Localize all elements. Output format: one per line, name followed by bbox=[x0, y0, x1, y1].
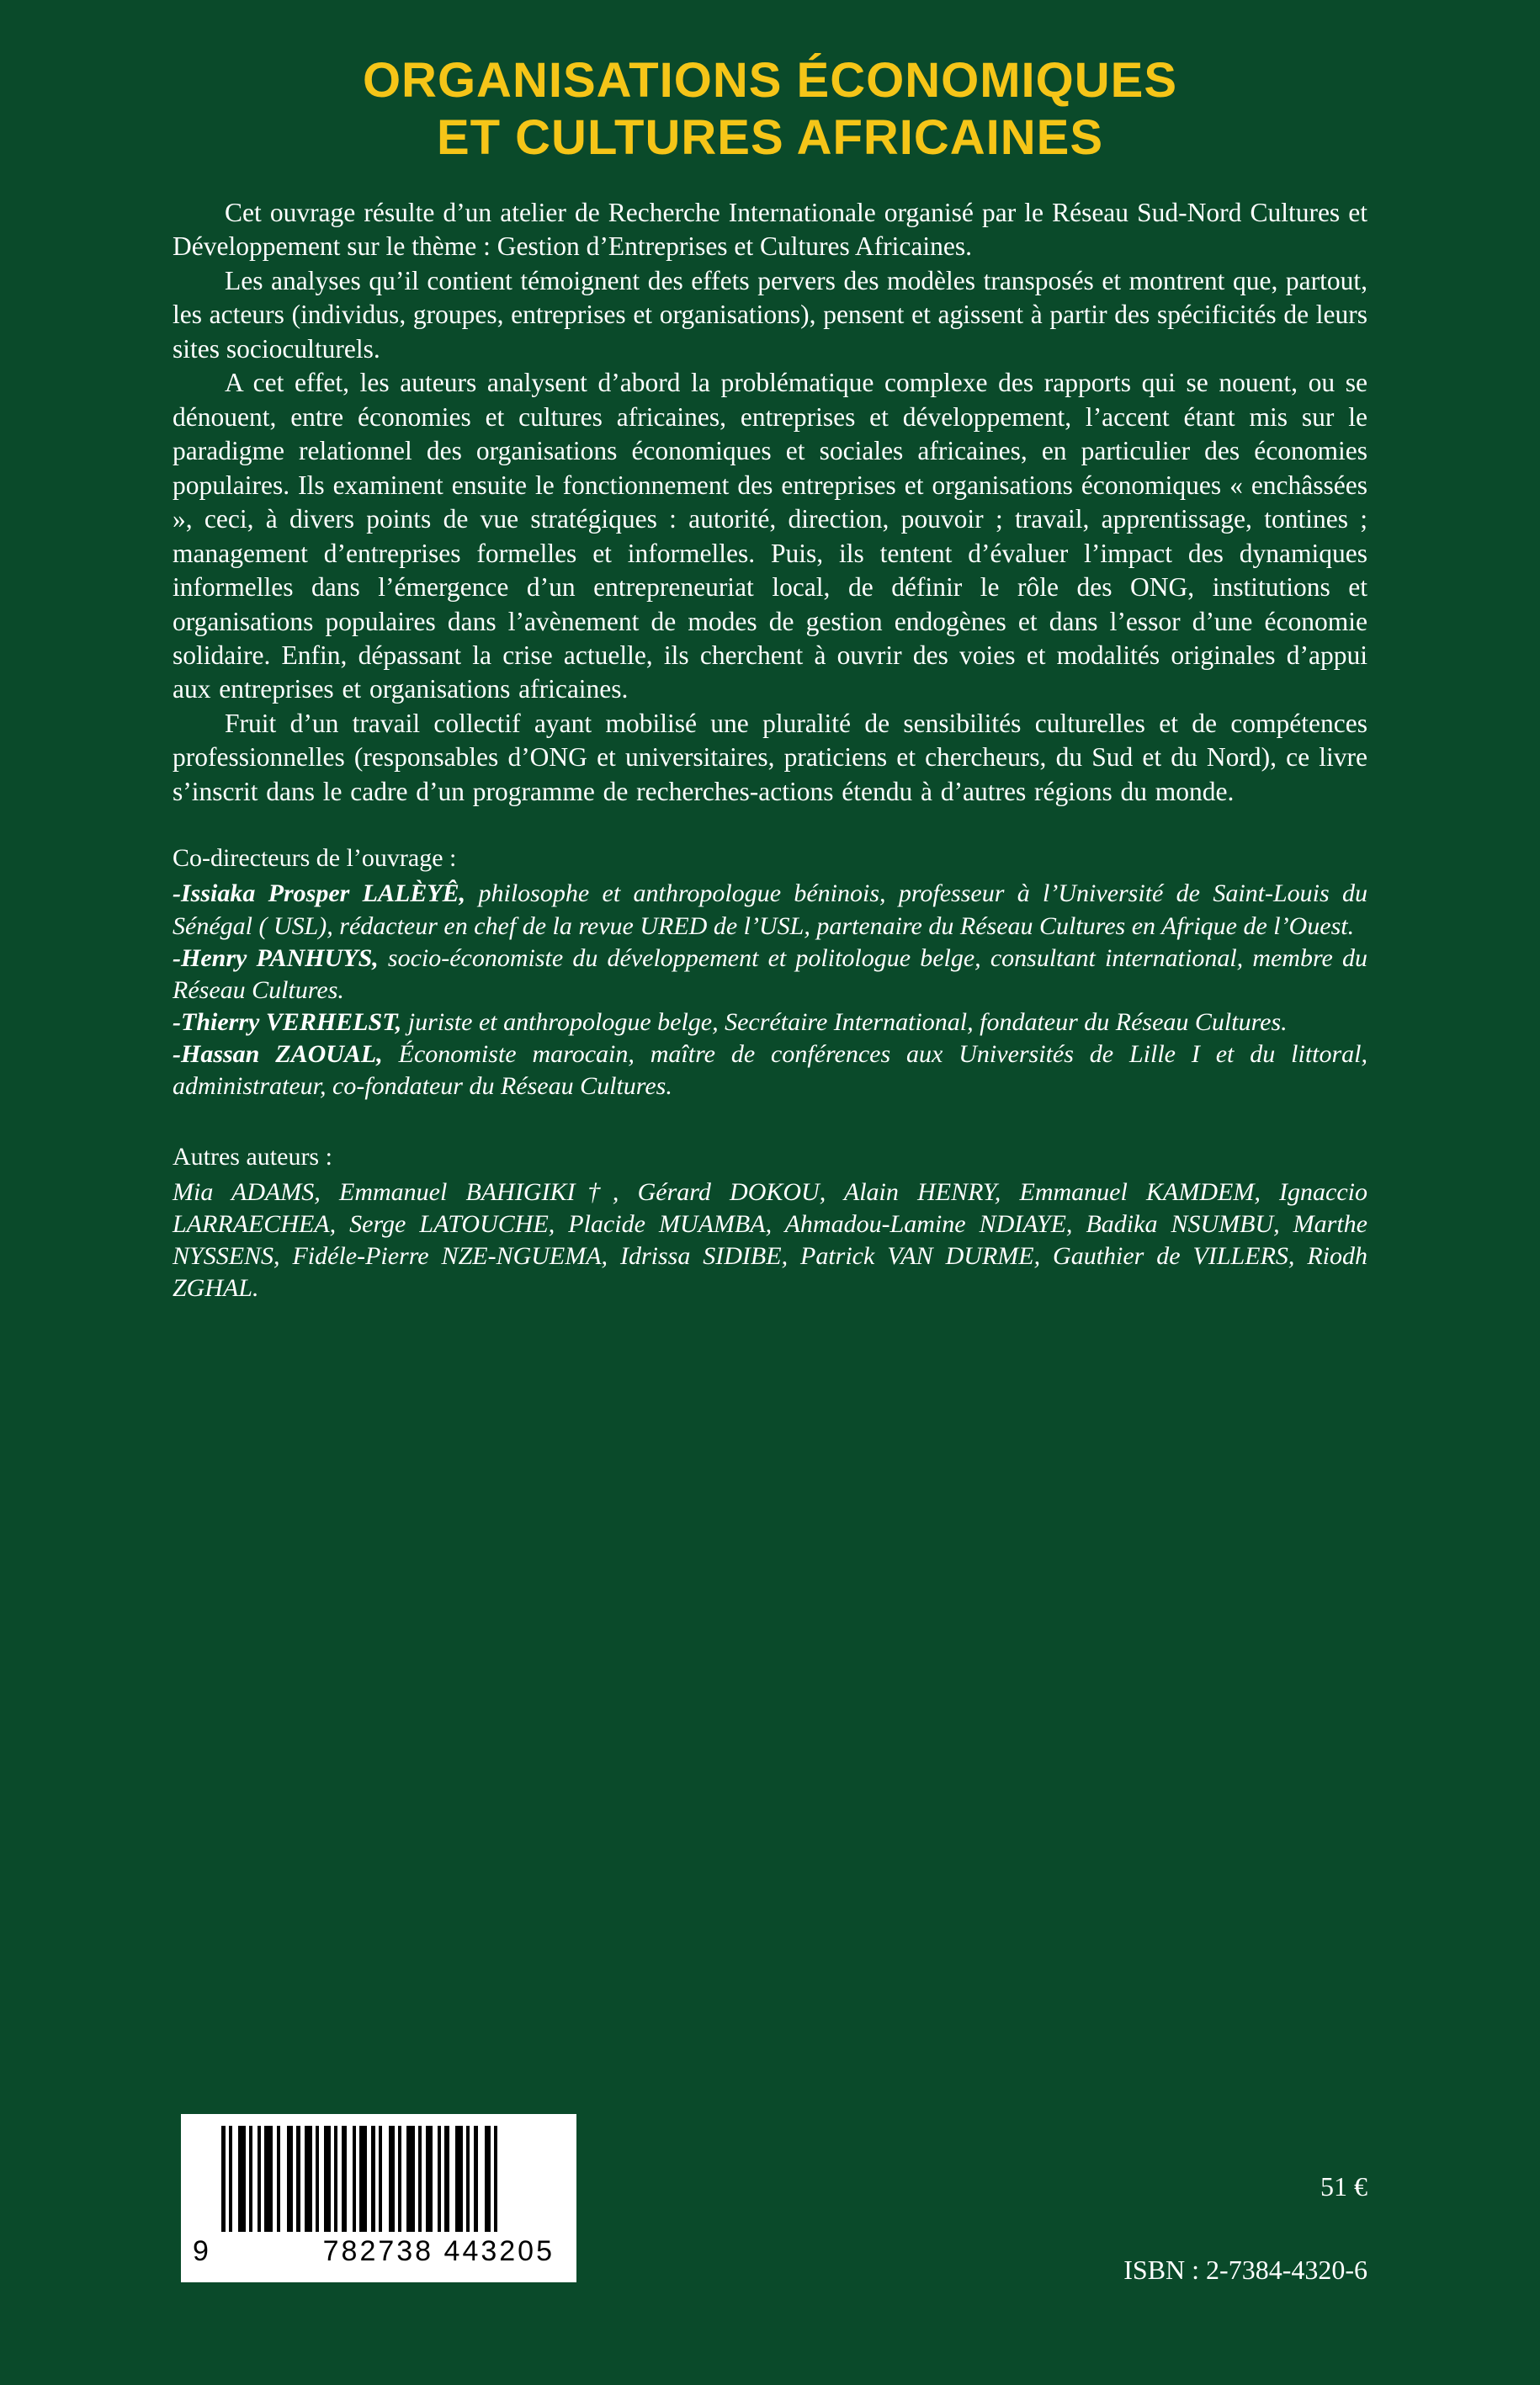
footer bbox=[173, 2114, 1367, 2291]
editor-name-4: -Hassan ZAOUAL, bbox=[173, 1039, 383, 1068]
blurb-text bbox=[173, 196, 1367, 809]
editor-name-2: -Henry PANHUYS, bbox=[173, 943, 379, 972]
title-line-1: ORGANISATIONS ÉCONOMIQUES bbox=[362, 53, 1178, 108]
barcode-digits bbox=[193, 2235, 555, 2268]
editor-name-3: -Thierry VERHELST, bbox=[173, 1007, 402, 1036]
other-authors-heading: Autres auteurs : bbox=[173, 1143, 332, 1171]
blurb-paragraph-4: Fruit d’un travail collectif ayant mobilisé une pluralité de sensibilités culturelles et de compétences professionnelles (responsables d’ONG et universitaires, praticiens et chercheurs, du Sud et du Nord), ce livre s’inscrit dans le cadre d’un programme de recherches-actions étendu à d’autres régions du monde. bbox=[173, 708, 1367, 806]
blurb-paragraph-2: Les analyses qu’il contient témoignent des effets pervers des modèles transposés et montrent que, partout, les acteurs (individus, groupes, entreprises et organisations), pensent et agissent à partir des spécificités de leurs sites socioculturels. bbox=[173, 265, 1367, 364]
other-authors-section bbox=[173, 1141, 1367, 1304]
editor-entry-3 bbox=[173, 1007, 1367, 1038]
title-line-2: ET CULTURES AFRICAINES bbox=[436, 110, 1104, 166]
other-authors-names: Mia ADAMS, Emmanuel BAHIGIKI†, Gérard DOKOU, Alain HENRY, Emmanuel KAMDEM, Ignaccio LARRAECHEA, Serge LATOUCHE, Placide MUAMBA, Ahmadou-Lamine NDIAYE, Badika NSUMBU, Marthe NYSSENS, Fidéle-Pierre NZE-NGUEMA, Idrissa SIDIBE, Patrick VAN DURME, Gauthier de VILLERS, Riodh ZGHAL. bbox=[173, 1178, 1367, 1303]
editor-description-1: philosophe et anthropologue béninois, professeur à l’Université de Saint-Louis du Sénégal ( USL), rédacteur en chef de la revue URED de l’USL, partenaire du Réseau Cultures en Afrique de l’Ouest. bbox=[173, 879, 1367, 940]
price: 51 € bbox=[1320, 2171, 1367, 2202]
editor-entry-4 bbox=[173, 1038, 1367, 1102]
barcode-digit-main: 782738 443205 bbox=[322, 2235, 555, 2267]
page-title bbox=[173, 0, 1367, 167]
barcode-bars bbox=[221, 2126, 555, 2232]
editor-name-1: -Issiaka Prosper LALÈYÊ, bbox=[173, 879, 466, 908]
editors-heading: Co-directeurs de l’ouvrage : bbox=[173, 844, 457, 873]
editor-entry-2 bbox=[173, 943, 1367, 1007]
editor-description-2: socio-économiste du développement et politologue belge, consultant international, membre du Réseau Cultures. bbox=[173, 943, 1367, 1004]
barcode-digit-prefix: 9 bbox=[193, 2235, 211, 2267]
editors-section bbox=[173, 842, 1367, 1102]
barcode bbox=[181, 2114, 576, 2282]
editor-description-3: juriste et anthropologue belge, Secrétaire International, fondateur du Réseau Cultures. bbox=[401, 1007, 1288, 1036]
isbn: ISBN : 2-7384-4320-6 bbox=[1123, 2255, 1367, 2285]
blurb-paragraph-3: A cet effet, les auteurs analysent d’abord la problématique complexe des rapports qui se nouent, ou se dénouent, entre économies et cultures africaines, entreprises et développement, l’accent étant mis sur le paradigme relationnel des organisations économiques et sociales africaines, en particulier des économies populaires. Ils examinent ensuite le fonctionnement des entreprises et organisations économiques « enchâssées », ceci, à divers points de vue stratégiques : autorité, direction, pouvoir ; travail, apprentissage, tontines ; management d’entreprises formelles et informelles. Puis, ils tentent d’évaluer l’impact des dynamiques informelles dans l’émergence d’un entrepreneuriat local, de définir le rôle des ONG, institutions et organisations populaires dans l’avènement de modes de gestion endogènes et dans l’essor d’une économie solidaire. Enfin, dépassant la crise actuelle, ils cherchent à ouvrir des voies et modalités originales d’appui aux entreprises et organisations africaines. bbox=[173, 368, 1367, 704]
blurb-paragraph-1: Cet ouvrage résulte d’un atelier de Recherche Internationale organisé par le Réseau Sud-Nord Cultures et Développement sur le thème : Gestion d’Entreprises et Cultures Africaines. bbox=[173, 197, 1367, 262]
editor-entry-1 bbox=[173, 878, 1367, 942]
editor-description-4: Économiste marocain, maître de conférences aux Universités de Lille I et du littoral, administrateur, co-fondateur du Réseau Cultures. bbox=[173, 1039, 1367, 1100]
